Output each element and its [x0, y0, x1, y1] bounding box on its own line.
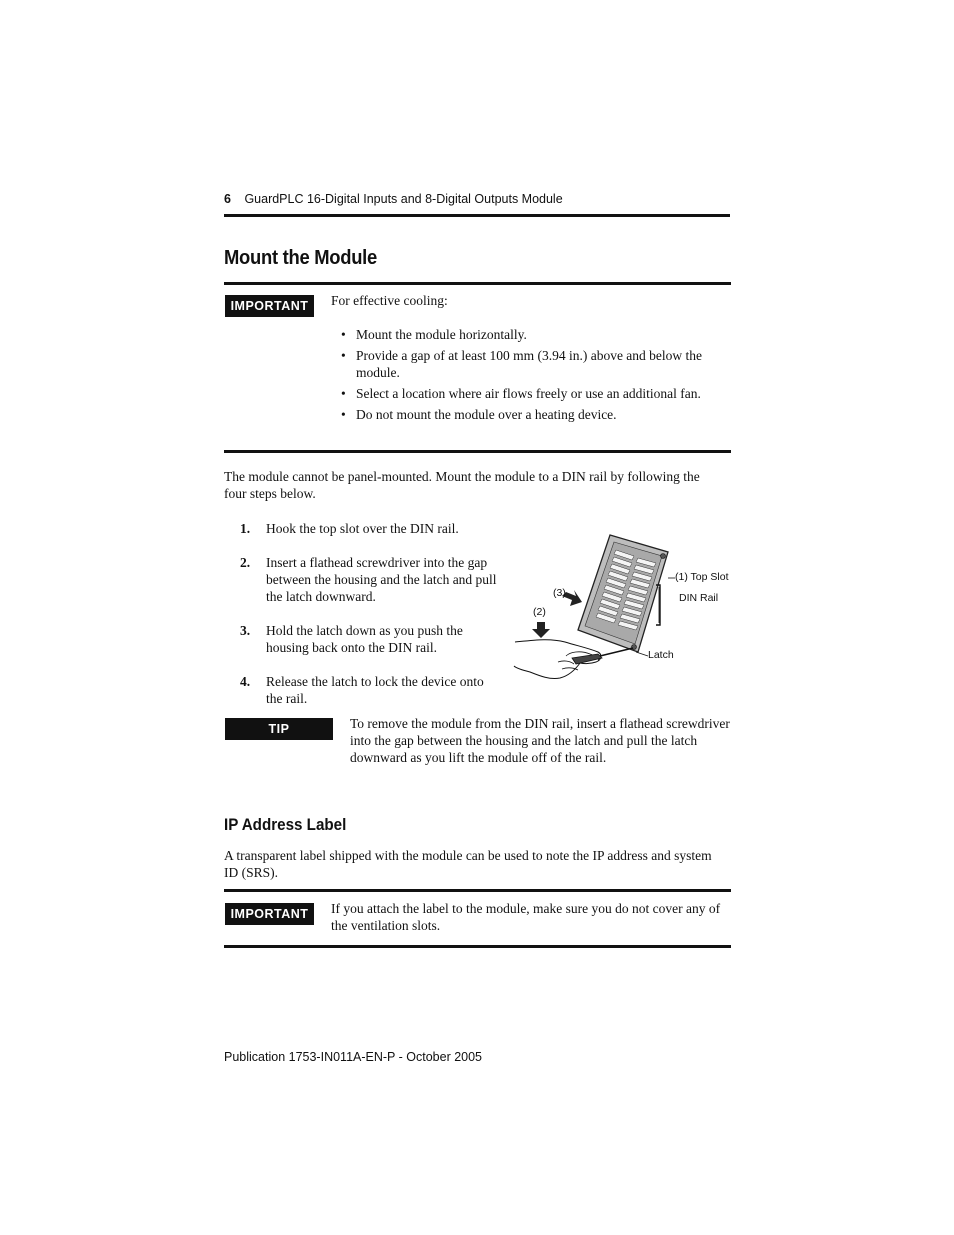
bullet-item: • Select a location where air flows freely or use an additional fan.: [341, 385, 731, 402]
important-bottom-rule: [224, 945, 731, 948]
important-bottom-rule: [224, 450, 731, 453]
running-header: [224, 192, 563, 206]
important-text: If you attach the label to the module, make sure you do not cover any of the ventilation slots.: [331, 901, 721, 933]
bullet-item: • Provide a gap of at least 100 mm (3.94 in.) above and below the module.: [341, 347, 731, 381]
bullet-item: • Do not mount the module over a heating device.: [341, 406, 731, 423]
step-text: Hook the top slot over the DIN rail.: [266, 521, 459, 536]
label-step3: (3): [553, 587, 566, 599]
step-text: Release the latch to lock the device onto the rail.: [266, 674, 484, 706]
subsection-title: IP Address Label: [224, 816, 347, 834]
step-number: 1.: [240, 521, 251, 536]
step-item: [240, 554, 502, 605]
important-lead: For effective cooling:: [331, 293, 448, 308]
tip-badge: TIP: [225, 718, 333, 740]
din-rail-mounting-figure: [510, 530, 740, 685]
document-title: GuardPLC 16-Digital Inputs and 8-Digital Outputs Module: [244, 192, 563, 206]
section-title: Mount the Module: [224, 247, 377, 269]
label-latch: Latch: [648, 649, 674, 661]
important-badge: IMPORTANT: [225, 903, 314, 925]
header-rule: [224, 214, 730, 217]
tip-text: To remove the module from the DIN rail, insert a flathead screwdriver into the gap between the housing and the latch and pull the latch downward as you lift the module off of the rail.: [350, 716, 730, 765]
label-din-rail: DIN Rail: [679, 592, 719, 604]
label-step2: (2): [533, 606, 546, 618]
publication-footer: Publication 1753-IN011A-EN-P - October 2005: [224, 1050, 483, 1064]
step-text: Hold the latch down as you push the housing back onto the DIN rail.: [266, 623, 463, 655]
step-item: [240, 622, 502, 656]
ip-label-paragraph: A transparent label shipped with the module can be used to note the IP address and system ID (SRS).: [224, 848, 712, 880]
step-number: 4.: [240, 674, 251, 689]
intro-paragraph: The module cannot be panel-mounted. Mount the module to a DIN rail by following the four steps below.: [224, 469, 700, 501]
step-item: [240, 520, 502, 537]
step-text: Insert a flathead screwdriver into the gap between the housing and the latch and pull the latch downward.: [266, 555, 497, 604]
step-item: [240, 673, 502, 707]
important-top-rule: [224, 889, 731, 892]
bullet-item: • Mount the module horizontally.: [341, 326, 731, 343]
cooling-bullet-list: [341, 326, 731, 427]
step-number: 2.: [240, 555, 251, 570]
mounting-steps: [240, 520, 502, 724]
important-top-rule: [224, 282, 731, 285]
step-number: 3.: [240, 623, 251, 638]
page-number: 6: [224, 192, 231, 206]
label-top-slot: (1) Top Slot: [675, 571, 729, 583]
important-badge: IMPORTANT: [225, 295, 314, 317]
